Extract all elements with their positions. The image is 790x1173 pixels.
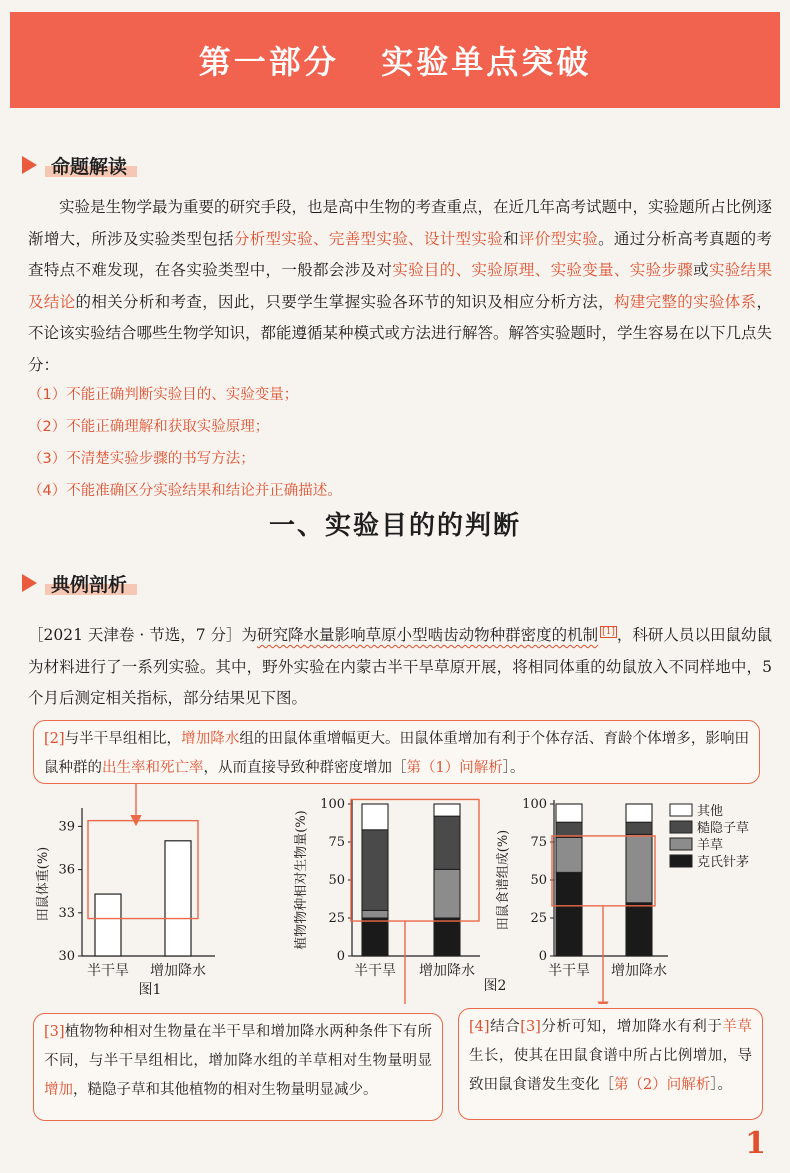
note-text: ，从而直接导致种群密度增加［ [203, 760, 407, 776]
y-tick-label: 25 [328, 911, 345, 926]
highlight-text: 实验结果及结论 [28, 261, 772, 311]
error-point-item: （1）不能正确判断实验目的、实验变量； [28, 387, 299, 403]
y-tick-label: 100 [320, 797, 345, 812]
note-marker: [3] [44, 1024, 65, 1040]
stacked-bar-segment [556, 804, 582, 822]
figure-2-plant-chart [293, 797, 480, 979]
banner-title: 第一部分 实验单点突破 [198, 43, 592, 81]
note-marker: [4] [469, 1019, 490, 1035]
body-text: ，不论该实验结合哪些生物学知识，都能遵循某种模式或方法进行解答。解答实验题时，学生容易在以下几点失分： [28, 292, 773, 374]
section-title: 命题解读 [47, 152, 131, 179]
note-highlight: 出生率和死亡率 [102, 760, 204, 776]
highlight-text: 实验目的、实验原理、实验变量、实验步骤 [392, 261, 694, 279]
legend-label: 羊草 [697, 838, 724, 853]
highlight-text: 分析型实验、完善型实验、设计型实验 [233, 229, 504, 248]
stacked-bar-segment [626, 804, 652, 822]
body-text: 和 [503, 229, 519, 248]
page-banner [10, 12, 780, 108]
x-tick-label: 半干旱 [354, 963, 396, 979]
stacked-bar-segment [626, 822, 652, 834]
note-marker: [2] [44, 731, 65, 747]
annotation-note-3 [33, 1013, 443, 1121]
stacked-bar-segment [434, 816, 460, 869]
note-text: 结合 [489, 1019, 521, 1035]
triangle-bullet-icon [22, 574, 37, 592]
body-text: 或 [693, 261, 709, 279]
x-tick-label: 增加降水 [611, 963, 667, 979]
error-point-item: （3）不清楚实验步骤的书写方法； [28, 451, 255, 467]
note-highlight: [3] [520, 1019, 541, 1035]
y-tick-label: 25 [530, 911, 547, 926]
stacked-bar-segment [556, 837, 582, 872]
stacked-bar-segment [362, 910, 388, 918]
error-point-item: （2）不能正确理解和获取实验原理； [28, 419, 270, 435]
y-tick-label: 50 [530, 873, 547, 888]
page-heading: 一、实验目的的判断 [268, 511, 521, 541]
annotation-note-4 [458, 1008, 763, 1120]
key-phrase: 研究降水量影响草原小型啮齿动物种群密度的机制 [257, 626, 599, 645]
note-highlight: 第（1）问解析 [406, 760, 503, 776]
y-tick-label: 75 [328, 835, 345, 850]
legend-swatch [670, 838, 692, 850]
y-tick-label: 33 [58, 905, 75, 921]
note-text: 组的田鼠体重增幅更大。田鼠体重增加有利于个体存活、育龄个体增多，影响田鼠种群的 [44, 731, 750, 776]
stacked-bar-segment [556, 872, 582, 956]
legend-label: 克氏针茅 [697, 855, 750, 870]
error-points-list [28, 379, 342, 507]
y-tick-label: 36 [58, 862, 75, 878]
figure-1-chart [35, 808, 215, 998]
y-axis-label: 田鼠体重(%) [36, 846, 51, 922]
legend-swatch [670, 804, 692, 816]
y-tick-label: 39 [58, 819, 75, 835]
legend-label: 其他 [697, 804, 724, 819]
y-axis-label: 田鼠食谱组成(%) [496, 829, 511, 931]
note-highlight: 第（2）问解析 [614, 1077, 711, 1093]
note-text: ，糙隐子草和其他植物的相对生物量明显减少。 [73, 1082, 378, 1098]
y-axis-label: 植物物种相对生物量(%) [294, 810, 309, 950]
note-text: 分析可知，增加降水有利于 [540, 1019, 723, 1035]
figure-caption: 图2 [483, 978, 507, 994]
stacked-bar-segment [434, 804, 460, 816]
note-highlight: 羊草 [722, 1019, 753, 1035]
figure-caption: 图1 [138, 982, 162, 998]
section-title: 典例剖析 [47, 570, 131, 597]
stacked-bar-segment [626, 834, 652, 902]
section-header-example [22, 566, 131, 600]
y-tick-label: 50 [328, 873, 345, 888]
y-tick-label: 30 [58, 949, 75, 964]
source-tag: ［2021 天津卷 · 节选，7 分］ [28, 626, 242, 645]
highlight-text: 评价型实验 [518, 229, 599, 248]
intro-paragraph [28, 192, 772, 381]
legend-swatch [670, 855, 692, 867]
stacked-bar-segment [362, 830, 388, 911]
legend-label: 糙隐子草 [697, 821, 750, 836]
chart-legend [670, 803, 749, 870]
legend-swatch [670, 821, 692, 833]
stacked-bar-segment [362, 918, 388, 956]
bar [95, 894, 121, 956]
note-text: 植物物种相对生物量在半干旱和增加降水两种条件下有所不同，与半干旱组相比，增加降水组的羊草相对生物量明显 [44, 1024, 432, 1069]
y-tick-label: 100 [522, 797, 547, 812]
triangle-bullet-icon [22, 156, 37, 174]
y-tick-label: 0 [336, 949, 345, 964]
bar [165, 841, 191, 956]
note-text: ］。 [710, 1077, 732, 1093]
rest-text: ，科研人员以田鼠幼鼠为材料进行了一系列实验。其中，野外实验在内蒙古半干旱草原开展，将相同体重的幼鼠放入不同样地中，5 个月后测定相关指标，部分结果见下图。 [28, 626, 772, 708]
note-text: 生长，使其在田鼠食谱中所占比例增加，导致田鼠食谱发生变化［ [469, 1048, 752, 1093]
section-header-interpretation [22, 148, 131, 182]
body-text: 实验是生物学最为重要的研究手段，也是高中生物的考查重点，在近几年高考试题中，实验题所占比例逐渐增大，所涉及实验类型包括 [28, 198, 773, 248]
annotation-note-2 [33, 720, 760, 784]
y-tick-label: 0 [538, 949, 547, 964]
example-paragraph [28, 617, 772, 715]
x-tick-label: 半干旱 [548, 963, 590, 979]
note-highlight: 增加 [44, 1082, 73, 1098]
x-tick-label: 半干旱 [87, 963, 129, 979]
stacked-bar-segment [434, 869, 460, 918]
note-text: ］。 [502, 760, 525, 776]
error-point-item: （4）不能准确区分实验结果和结论并正确描述。 [28, 483, 342, 499]
body-text: 的相关分析和考查，因此，只要学生掌握实验各环节的知识及相应分析方法， [75, 292, 614, 311]
stacked-bar-segment [556, 822, 582, 837]
lead-text: 为 [241, 626, 258, 645]
stacked-bar-segment [626, 903, 652, 956]
note-text: 与半干旱组相比， [64, 731, 182, 747]
annotation-marker: [1] [602, 627, 615, 637]
figures-area [0, 784, 790, 1004]
note-highlight: 增加降水 [181, 731, 240, 747]
x-tick-label: 增加降水 [150, 963, 206, 979]
y-tick-label: 75 [530, 835, 547, 850]
figure-2-diet-chart [484, 797, 668, 994]
stacked-bar-segment [362, 804, 388, 830]
highlight-text: 构建完整的实验体系 [613, 292, 757, 311]
page-number: 1 [745, 1126, 766, 1161]
body-text: 。通过分析高考真题的考查特点不难发现，在各实验类型中，一般都会涉及对 [28, 229, 772, 279]
stacked-bar-segment [434, 918, 460, 956]
x-tick-label: 增加降水 [419, 963, 475, 979]
